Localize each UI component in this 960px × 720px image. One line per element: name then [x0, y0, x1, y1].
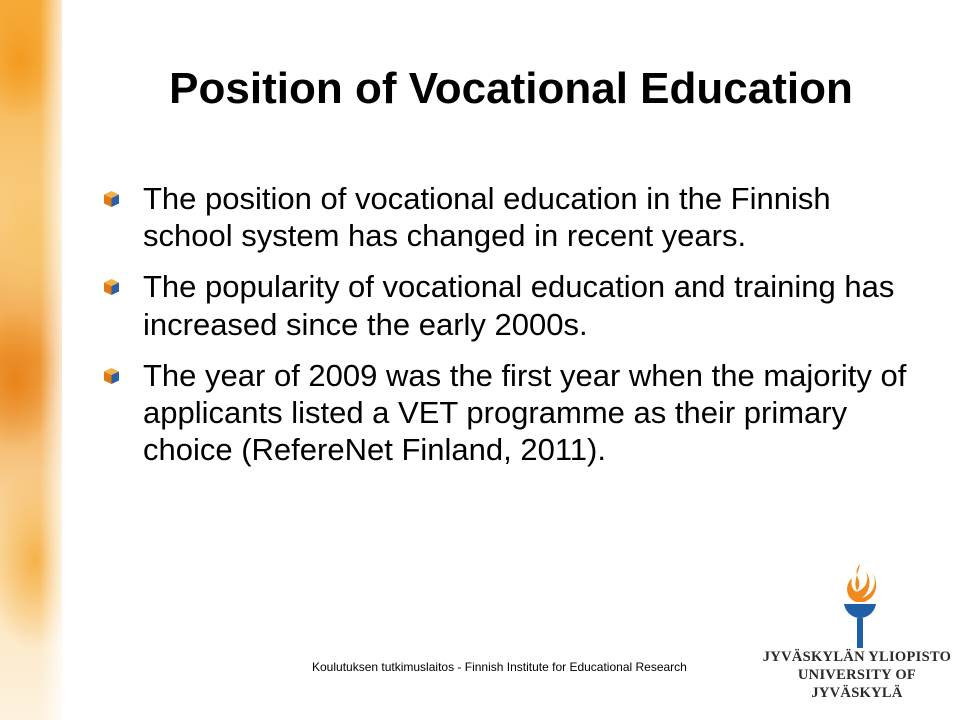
bullet-text: The popularity of vocational education and training has increased since the early 2000s.: [143, 269, 895, 342]
bullet-item: [100, 357, 920, 469]
slide-title: Position of Vocational Education: [169, 64, 853, 113]
logo-line-finnish: JYVÄSKYLÄN YLIOPISTO: [762, 649, 952, 665]
cube-bullet-icon: [104, 368, 119, 384]
cube-bullet-icon: [104, 191, 119, 207]
bullet-text: The year of 2009 was the first year when the majority of applicants listed a VET programme as their primary choice (RefereNet Finland, 2011).: [143, 357, 907, 468]
bullet-text: The position of vocational education in the Finnish school system has changed in recent years.: [143, 181, 831, 254]
bullet-item: [100, 268, 920, 342]
cube-bullet-icon: [104, 279, 119, 295]
logo-line-english: UNIVERSITY OF JYVÄSKYLÄ: [797, 667, 917, 702]
footer-text: Koulutuksen tutkimuslaitos - Finnish Institute for Educational Research: [312, 660, 687, 674]
bullet-list: [100, 180, 920, 482]
university-logo-text: [762, 648, 952, 702]
torch-logo-icon: [836, 562, 884, 650]
bullet-item: [100, 180, 920, 254]
